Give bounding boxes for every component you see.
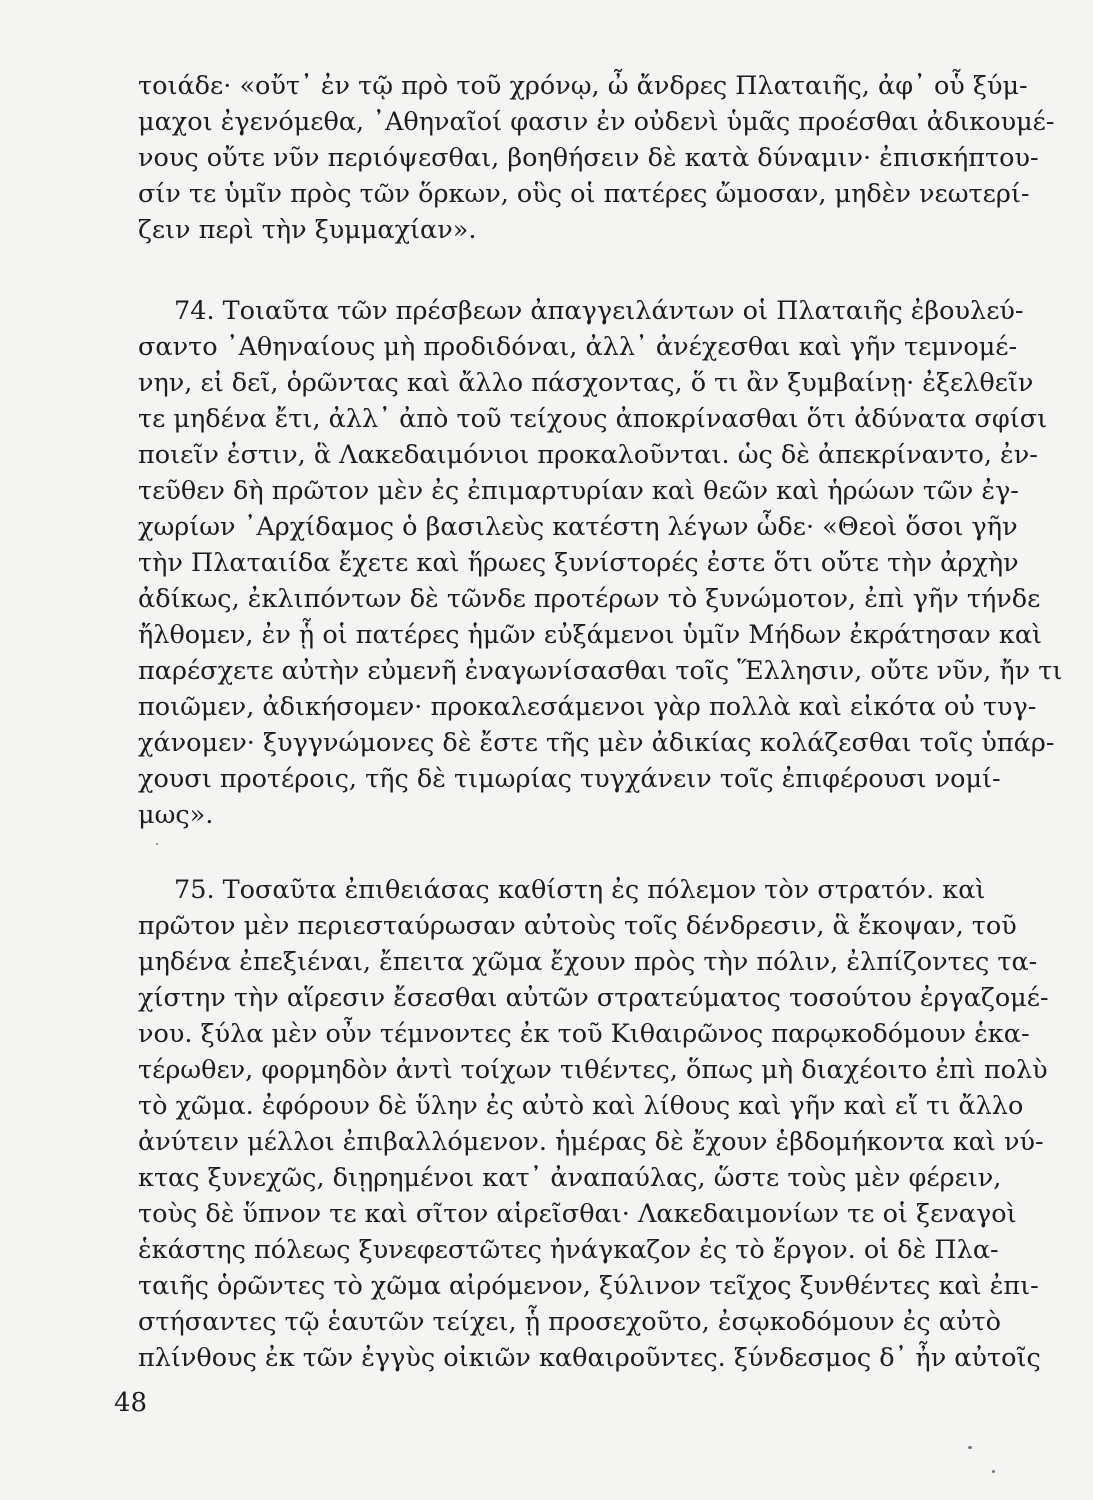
text-line: ταιῆς ὁρῶντες τὸ χῶμα αἰρόμενον, ξύλινον τεῖχος ξυνθέντες καὶ ἐπι- — [138, 1271, 1039, 1301]
paper-speck — [992, 1470, 995, 1473]
page-number: 48 — [114, 1388, 148, 1418]
text-line: χουσι προτέροις, τῆς δὲ τιμωρίας τυγχάνειν τοῖς ἐπιφέρουσι νομί- — [138, 764, 1001, 794]
section-75-start: 75. Τοσαῦτα ἐπιθειάσας καθίστη ἐς πόλεμον τὸν στρατόν. καὶ — [174, 875, 986, 905]
text-line: τὸ χῶμα. ἐφόρουν δὲ ὕλην ἐς αὐτὸ καὶ λίθους καὶ γῆν καὶ εἴ τι ἄλλο — [138, 1091, 1024, 1121]
text-line: κτας ξυνεχῶς, διῃρημένοι κατ᾽ ἀναπαύλας, ὥστε τοὺς μὲν φέρειν, — [138, 1163, 1002, 1193]
text-line: τέρωθεν, φορμηδὸν ἀντὶ τοίχων τιθέντες, ὅπως μὴ διαχέοιτο ἐπὶ πολὺ — [138, 1055, 1048, 1085]
text-line: ἀνύτειν μέλλοι ἐπιβαλλόμενον. ἡμέρας δὲ ἔχουν ἑβδομήκοντα καὶ νύ- — [138, 1127, 1044, 1157]
text-line: πρῶτον μὲν περιεσταύρωσαν αὐτοὺς τοῖς δένδρεσιν, ἃ ἔκοψαν, τοῦ — [138, 911, 1017, 941]
text-line: τε μηδένα ἔτι, ἀλλ᾽ ἀπὸ τοῦ τείχους ἀποκρίνασθαι ὅτι ἀδύνατα σφίσι — [138, 404, 1048, 434]
text-line: χάνομεν· ξυγγνώμονες δὲ ἔστε τῆς μὲν ἀδικίας κολάζεσθαι τοῖς ὑπάρ- — [138, 728, 1055, 758]
text-line: ἀδίκως, ἐκλιπόντων δὲ τῶνδε προτέρων τὸ ξυνώμοτον, ἐπὶ γῆν τήνδε — [138, 584, 1041, 614]
text-line: νου. ξύλα μὲν οὖν τέμνοντες ἐκ τοῦ Κιθαιρῶνος παρῳκοδόμουν ἑκα- — [138, 1019, 1030, 1049]
text-line: ποιεῖν ἐστιν, ἃ Λακεδαιμόνιοι προκαλοῦνται. ὡς δὲ ἀπεκρίναντο, ἐν- — [138, 440, 1038, 470]
text-line: ζειν περὶ τὴν ξυμμαχίαν». — [138, 215, 477, 245]
text-line: μαχοι ἐγενόμεθα, ᾽Αθηναῖοί φασιν ἐν οὐδενὶ ὑμᾶς προέσθαι ἀδικουμέ- — [138, 107, 1055, 137]
text-line: ἑκάστης πόλεως ξυνεφεστῶτες ἠνάγκαζον ἐς τὸ ἔργον. οἱ δὲ Πλα- — [138, 1235, 999, 1265]
text-line: μως». — [138, 800, 214, 830]
text-line: τεῦθεν δὴ πρῶτον μὲν ἐς ἐπιμαρτυρίαν καὶ θεῶν καὶ ἡρώων τῶν ἐγ- — [138, 476, 1019, 506]
text-line: τοιάδε· «οὔτ᾽ ἐν τῷ πρὸ τοῦ χρόνῳ, ὦ ἄνδρες Πλαταιῆς, ἀφ᾽ οὗ ξύμ- — [138, 71, 1028, 101]
text-line: τὴν Πλαταιίδα ἔχετε καὶ ἥρωες ξυνίστορές ἐστε ὅτι οὔτε τὴν ἀρχὴν — [138, 548, 1019, 578]
paper-speck — [968, 1446, 972, 1449]
text-line: χίστην τὴν αἵρεσιν ἔσεσθαι αὐτῶν στρατεύματος τοσούτου ἐργαζομέ- — [138, 983, 1049, 1013]
text-line: σίν τε ὑμῖν πρὸς τῶν ὅρκων, οὓς οἱ πατέρες ὤμοσαν, μηδὲν νεωτερί- — [138, 179, 1030, 209]
section-74-start: 74. Τοιαῦτα τῶν πρέσβεων ἀπαγγειλάντων οἱ Πλαταιῆς ἐβουλεύ- — [174, 296, 1024, 326]
text-line: στήσαντες τῷ ἑαυτῶν τείχει, ᾗ προσεχοῦτο, ἐσῳκοδόμουν ἐς αὐτὸ — [138, 1307, 1001, 1337]
text-line: μηδένα ἐπεξιέναι, ἔπειτα χῶμα ἔχουν πρὸς τὴν πόλιν, ἐλπίζοντες τα- — [138, 947, 1038, 977]
text-line: σαντο ᾽Αθηναίους μὴ προδιδόναι, ἀλλ᾽ ἀνέχεσθαι καὶ γῆν τεμνομέ- — [138, 332, 1018, 362]
text-line: νους οὔτε νῦν περιόψεσθαι, βοηθήσειν δὲ κατὰ δύναμιν· ἐπισκήπτου- — [138, 143, 1039, 173]
text-line: ἤλθομεν, ἐν ᾗ οἱ πατέρες ἡμῶν εὐξάμενοι ὑμῖν Μήδων ἐκράτησαν καὶ — [138, 620, 1043, 650]
text-line: νην, εἰ δεῖ, ὁρῶντας καὶ ἄλλο πάσχοντας, ὅ τι ἂν ξυμβαίνῃ· ἐξελθεῖν — [138, 368, 1034, 398]
text-line: πλίνθους ἐκ τῶν ἐγγὺς οἰκιῶν καθαιροῦντες. ξύνδεσμος δ᾽ ἦν αὐτοῖς — [138, 1343, 1041, 1373]
text-line: τοὺς δὲ ὕπνον τε καὶ σῖτον αἱρεῖσθαι· Λακεδαιμονίων τε οἱ ξεναγοὶ — [138, 1199, 1017, 1229]
text-line: χωρίων ᾽Αρχίδαμος ὁ βασιλεὺς κατέστη λέγων ὧδε· «Θεοὶ ὅσοι γῆν — [138, 512, 1018, 542]
paper-speck — [156, 843, 158, 845]
text-line: ποιῶμεν, ἀδικήσομεν· προκαλεσάμενοι γὰρ πολλὰ καὶ εἰκότα οὐ τυγ- — [138, 692, 1037, 722]
text-line: παρέσχετε αὐτὴν εὐμενῆ ἐναγωνίσασθαι τοῖς Ἕλλησιν, οὔτε νῦν, ἤν τι — [138, 656, 1063, 686]
